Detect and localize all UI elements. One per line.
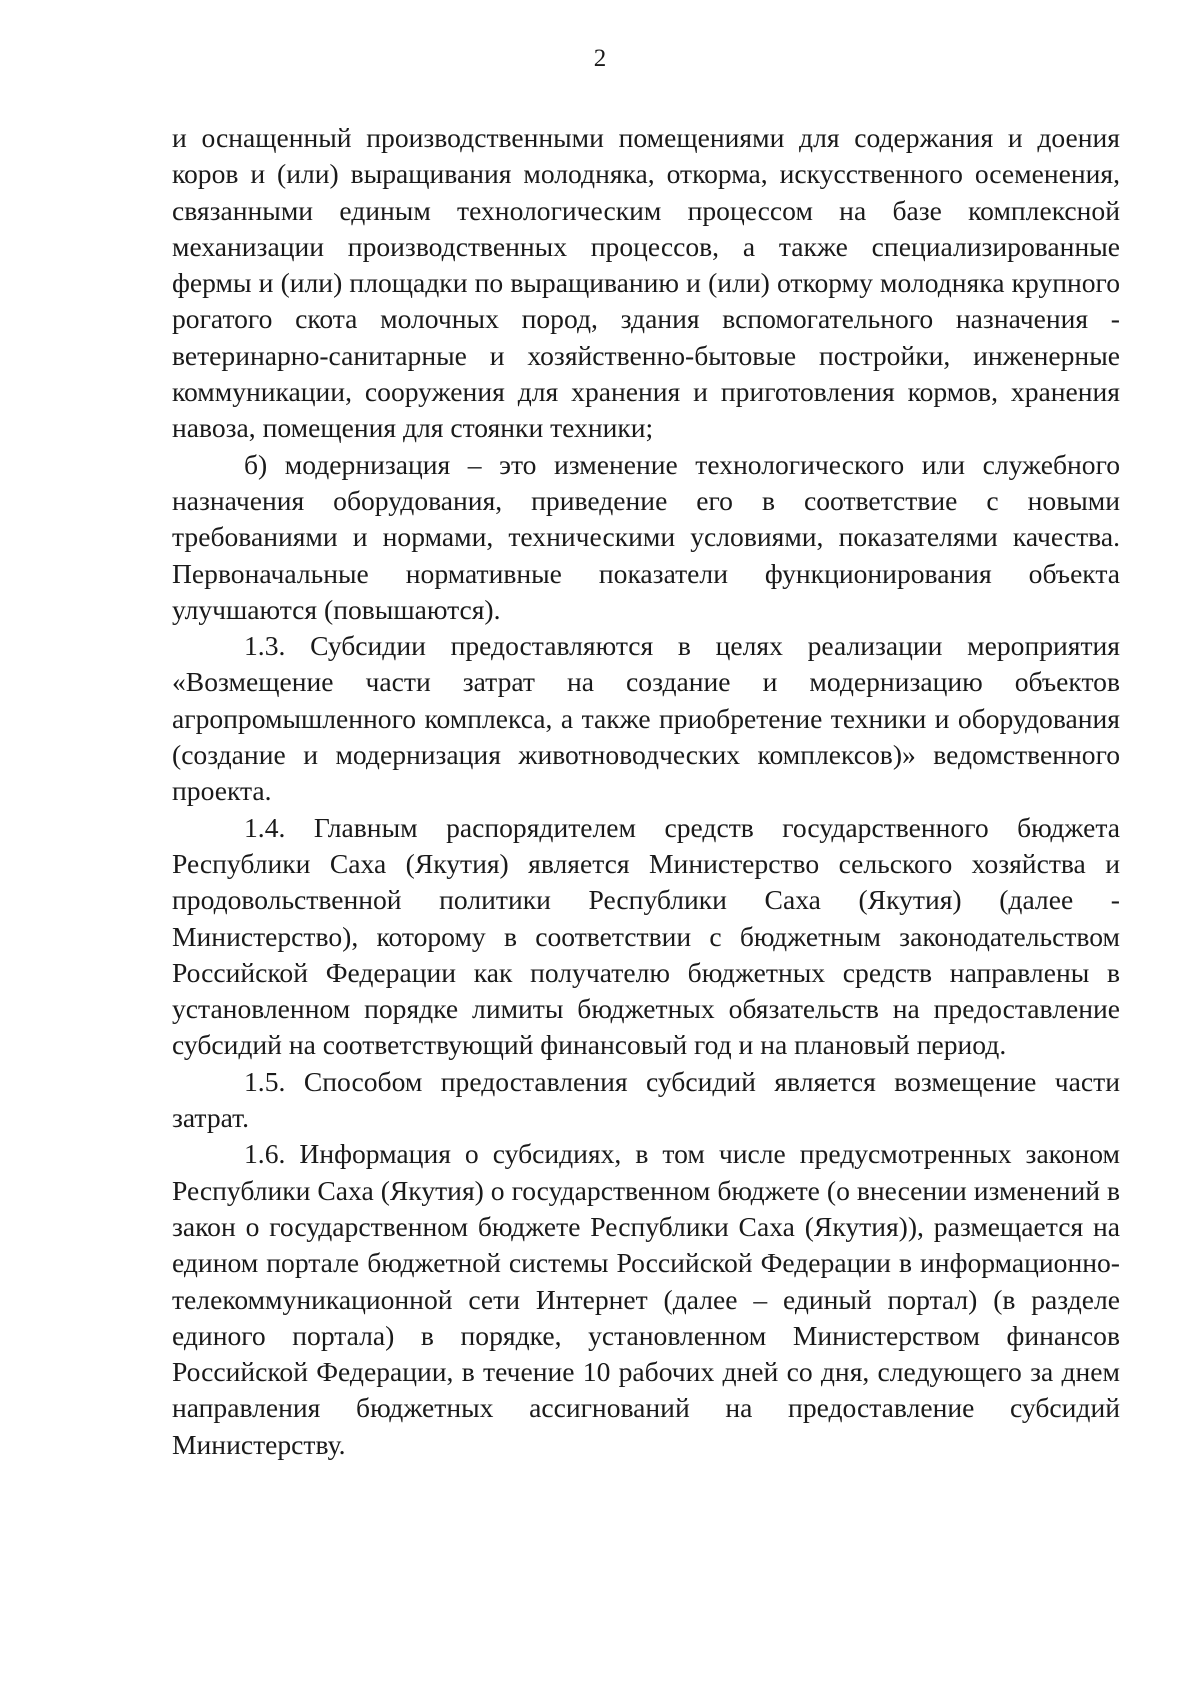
paragraph-clause-1-6: 1.6. Информация о субсидиях, в том числе предусмотренных законом Республики Саха (Якутия) о государственном бюджете (о внесении изменений в закон о государственном бюджете Республики Саха (Якутия)), размещается на едином портале бюджетной системы Российской Федерации в информационно-телекоммуникационной сети Интернет (далее – единый портал) (в разделе единого портала) в порядке, установленном Министерством финансов Российской Федерации, в течение 10 рабочих дней со дня, следующего за днем направления бюджетных ассигнований на предоставление субсидий Министерству. [172, 1138, 1120, 1460]
paragraph-b-modernization: б) модернизация – это изменение технологического или служебного назначения оборудования, приведение его в соответствие с новыми требованиями и нормами, техническими условиями, показателями качества. Первоначальные нормативные показатели функционирования объекта улучшаются (повышаются). [172, 448, 1120, 625]
paragraph-clause-1-3: 1.3. Субсидии предоставляются в целях реализации мероприятия «Возмещение части затрат на создание и модернизацию объектов агропромышленного комплекса, а также приобретение техники и оборудования (создание и модернизация животноводческих комплексов)» ведомственного проекта. [172, 630, 1120, 807]
paragraph-clause-1-4: 1.4. Главным распорядителем средств государственного бюджета Республики Саха (Якутия) является Министерство сельского хозяйства и продовольственной политики Республики Саха (Якутия) (далее - Министерство), которому в соответствии с бюджетным законодательством Российской Федерации как получателю бюджетных средств направлены в установленном порядке лимиты бюджетных обязательств на предоставление субсидий на соответствующий финансовый год и на плановый период. [172, 811, 1120, 1061]
paragraph-continuation: и оснащенный производственными помещениями для содержания и доения коров и (или) выращивания молодняка, откорма, искусственного осеменения, связанными единым технологическим процессом на базе комплексной механизации производственных процессов, а также специализированные фермы и (или) площадки по выращиванию и (или) откорму молодняка крупного рогатого скота молочных пород, здания вспомогательного назначения - ветеринарно-санитарные и хозяйственно-бытовые постройки, инженерные коммуникации, сооружения для хранения и приготовления кормов, хранения навоза, помещения для стоянки техники; [172, 122, 1120, 444]
document-body [172, 120, 1120, 1463]
paragraph-clause-1-5: 1.5. Способом предоставления субсидий является возмещение части затрат. [172, 1065, 1120, 1134]
page-number: 2 [593, 45, 607, 72]
